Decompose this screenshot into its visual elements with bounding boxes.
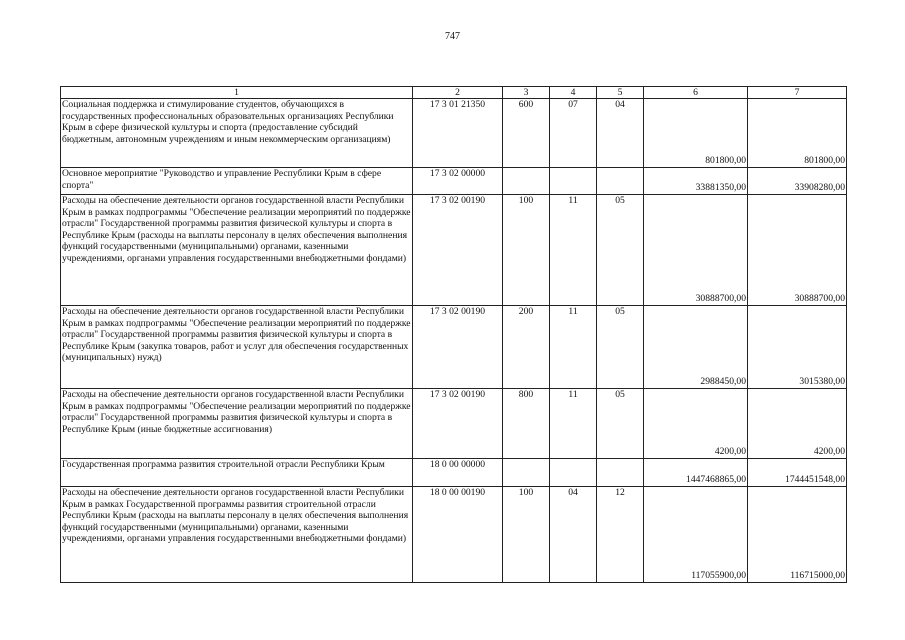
row-pr-code: 05: [597, 195, 644, 306]
row-sum-year1: 33881350,00: [644, 168, 748, 195]
row-sum-year1: 4200,00: [644, 389, 748, 459]
table-row: [61, 168, 847, 195]
row-sum-year2: 116715000,00: [748, 487, 847, 583]
row-pr-code: 05: [597, 389, 644, 459]
row-vr-code: [503, 459, 550, 487]
header-cell-2: 2: [413, 87, 503, 99]
row-rz-code: 11: [550, 306, 597, 389]
header-cell-5: 5: [597, 87, 644, 99]
row-csr-code: 17 3 02 00000: [413, 168, 503, 195]
row-description: Расходы на обеспечение деятельности органов государственной власти Республики Крым в рамках подпрограммы "Обеспечение реализации мероприятий по поддержке отрасли" Государственной программы развития физической культуры и спорта в Республике Крым (расходы на выплаты персоналу в целях обеспечения выполнения функций государственными (муниципальными) органами, казенными учреждениями, органами управления государственными внебюджетными фондами): [61, 195, 413, 306]
row-vr-code: 100: [503, 195, 550, 306]
row-csr-code: 17 3 02 00190: [413, 306, 503, 389]
row-sum-year2: 1744451548,00: [748, 459, 847, 487]
row-rz-code: 11: [550, 195, 597, 306]
row-pr-code: 12: [597, 487, 644, 583]
row-rz-code: [550, 459, 597, 487]
row-rz-code: 04: [550, 487, 597, 583]
row-description: Социальная поддержка и стимулирование студентов, обучающихся в государственных профессиональных образовательных организациях Республики Крым в сфере физической культуры и спорта (предоставление субсидий бюджетным, автономным учреждениям и иным некоммерческим организациям): [61, 99, 413, 168]
row-vr-code: 200: [503, 306, 550, 389]
row-pr-code: 04: [597, 99, 644, 168]
row-csr-code: 18 0 00 00190: [413, 487, 503, 583]
header-cell-6: 6: [644, 87, 748, 99]
row-csr-code: 18 0 00 00000: [413, 459, 503, 487]
table-row: [61, 306, 847, 389]
row-sum-year1: 801800,00: [644, 99, 748, 168]
row-rz-code: 07: [550, 99, 597, 168]
table-row: [61, 487, 847, 583]
row-description: Расходы на обеспечение деятельности органов государственной власти Республики Крым в рамках подпрограммы "Обеспечение реализации мероприятий по поддержке отрасли" Государственной программы развития физической культуры и спорта в Республике Крым (иные бюджетные ассигнования): [61, 389, 413, 459]
header-cell-3: 3: [503, 87, 550, 99]
row-vr-code: 600: [503, 99, 550, 168]
header-cell-7: 7: [748, 87, 847, 99]
row-vr-code: [503, 168, 550, 195]
row-vr-code: 100: [503, 487, 550, 583]
row-sum-year2: 33908280,00: [748, 168, 847, 195]
row-vr-code: 800: [503, 389, 550, 459]
row-sum-year2: 801800,00: [748, 99, 847, 168]
table-row: [61, 195, 847, 306]
row-pr-code: 05: [597, 306, 644, 389]
row-rz-code: 11: [550, 389, 597, 459]
row-csr-code: 17 3 02 00190: [413, 389, 503, 459]
header-row: [61, 87, 847, 99]
table-row: [61, 459, 847, 487]
row-sum-year1: 1447468865,00: [644, 459, 748, 487]
budget-table: [60, 86, 847, 583]
table-row: [61, 99, 847, 168]
row-description: Расходы на обеспечение деятельности органов государственной власти Республики Крым в рамках подпрограммы "Обеспечение реализации мероприятий по поддержке отрасли" Государственной программы развития физической культуры и спорта в Республике Крым (закупка товаров, работ и услуг для обеспечения государственных (муниципальных) нужд): [61, 306, 413, 389]
row-csr-code: 17 3 02 00190: [413, 195, 503, 306]
header-cell-4: 4: [550, 87, 597, 99]
header-cell-1: 1: [61, 87, 413, 99]
row-description: Расходы на обеспечение деятельности органов государственной власти Республики Крым в рамках Государственной программы развития строительной отрасли Республики Крым (расходы на выплаты персоналу в целях обеспечения выполнения функций государственными (муниципальными) органами, казенными учреждениями, органами управления государственными внебюджетными фондами): [61, 487, 413, 583]
row-sum-year1: 117055900,00: [644, 487, 748, 583]
table-row: [61, 389, 847, 459]
row-sum-year1: 2988450,00: [644, 306, 748, 389]
row-rz-code: [550, 168, 597, 195]
row-sum-year2: 4200,00: [748, 389, 847, 459]
row-description: Государственная программа развития строительной отрасли Республики Крым: [61, 459, 413, 487]
row-csr-code: 17 3 01 21350: [413, 99, 503, 168]
page-number: 747: [445, 31, 460, 42]
row-sum-year2: 3015380,00: [748, 306, 847, 389]
row-pr-code: [597, 459, 644, 487]
row-sum-year1: 30888700,00: [644, 195, 748, 306]
row-description: Основное мероприятие "Руководство и управление Республики Крым в сфере спорта": [61, 168, 413, 195]
row-pr-code: [597, 168, 644, 195]
row-sum-year2: 30888700,00: [748, 195, 847, 306]
